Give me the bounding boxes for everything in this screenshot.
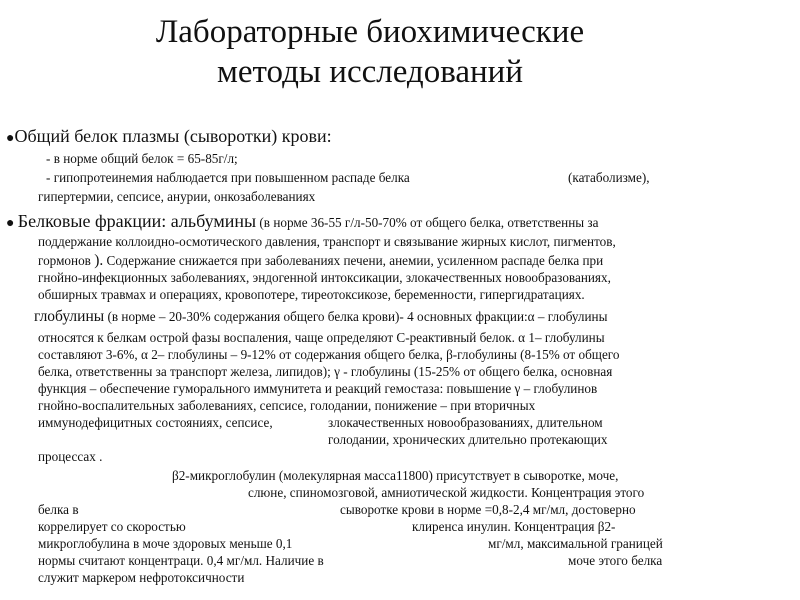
section4-line-3b: сыворотке крови в норме =0,8-2,4 мг/мл, достоверно: [340, 502, 636, 517]
section3-line-1: (в норме – 20-30% содержания общего белка крови)- 4 основных фракции:α – глобулины: [107, 309, 608, 324]
section2-line-5: обширных травмах и операциях, кровопотере, тиреотоксикозе, беременности, гипергидратациях.: [38, 287, 585, 302]
section4-line-3a: белка в: [38, 502, 79, 517]
section2-line-2: поддержание коллоидно-осмотического давления, транспорт и связывание жирных кислот, пигментов,: [38, 234, 616, 249]
section2-line-4: гнойно-инфекционных заболеваниях, эндогенной интоксикации, злокачественных новообразованиях,: [38, 270, 611, 285]
section4-line-4b: клиренса инулин. Концентрация β2-: [412, 519, 616, 534]
section2-line-1: (в норме 36-55 г/л-50-70% от общего белка, ответственны за: [259, 215, 599, 230]
section3-line-7b: злокачественных новообразованиях, длительном: [328, 415, 603, 430]
slide-title: [0, 12, 740, 92]
section2-line-3b: ).: [94, 252, 104, 269]
section4-line-5a: микроглобулина в моче здоровых меньше 0,1: [38, 536, 293, 551]
section3-line-2: относятся к белкам острой фазы воспаления, чаще определяют С-реактивный белок. α 1– глобулины: [38, 330, 605, 345]
section1-item-2a: - гипопротеинемия наблюдается при повышенном распаде белка: [46, 170, 410, 185]
section4-line-7: служит маркером нефротоксичности: [38, 570, 245, 585]
section4-line-2: слюне, спиномозговой, амниотической жидкости. Концентрация этого: [248, 485, 645, 500]
section1-item-2c: гипертермии, сепсисе, анурии, онкозаболеваниях: [38, 189, 316, 204]
section1-item-1: - в норме общий белок = 65-85г/л;: [46, 151, 238, 166]
section3-line-7a: иммунодефицитных состояниях, сепсисе,: [38, 415, 273, 430]
section3-line-5: функция – обеспечение гуморального иммунитета и реакций гемостаза: повышение γ – глобулинов: [38, 381, 598, 396]
section2-row-1: [6, 210, 598, 232]
section2-line-3a: гормонов: [38, 253, 91, 268]
section3-heading: глобулины: [34, 308, 105, 325]
section3-line-3: составляют 3-6%, α 2– глобулины – 9-12% от содержания общего белка, β-глобулины (8-15% от общего: [38, 347, 620, 362]
title-line-1: Лабораторные биохимические: [155, 14, 585, 50]
section3-line-9: процессах .: [38, 449, 103, 464]
section2-line-3c: Содержание снижается при заболеваниях печени, анемии, усиленном распаде белка при: [106, 253, 604, 268]
section2-row-3: [38, 251, 603, 270]
section1-heading-row: [6, 125, 332, 150]
section4-line-4a: коррелирует со скоростью: [38, 519, 186, 534]
section4-line-1: β2-микроглобулин (молекулярная масса11800) присутствует в сыворотке, моче,: [172, 468, 619, 483]
section1-item-2b: (катаболизме),: [568, 170, 650, 185]
section3-line-8: голодании, хронических длительно протекающих: [328, 432, 608, 447]
section4-line-6b: моче этого белка: [568, 553, 663, 568]
bullet-icon: ●: [6, 216, 15, 231]
title-line-2: методы исследований: [217, 54, 523, 90]
bullet-icon: ●: [6, 131, 15, 146]
section3-row-1: [34, 307, 607, 326]
section4-line-5b: мг/мл, максимальной границей: [488, 536, 663, 551]
section2-heading: Белковые фракции: альбумины: [17, 211, 257, 231]
section4-line-6a: нормы считают концентраци. 0,4 мг/мл. Наличие в: [38, 553, 324, 568]
section1-heading: Общий белок плазмы (сыворотки) крови:: [14, 126, 332, 146]
section3-line-6: гнойно-воспалительных заболеваниях, сепсисе, голодании, понижение – при вторичных: [38, 398, 536, 413]
section3-line-4: белка, ответственны за транспорт железа, липидов); γ - глобулины (15-25% от общего белка, основная: [38, 364, 613, 379]
